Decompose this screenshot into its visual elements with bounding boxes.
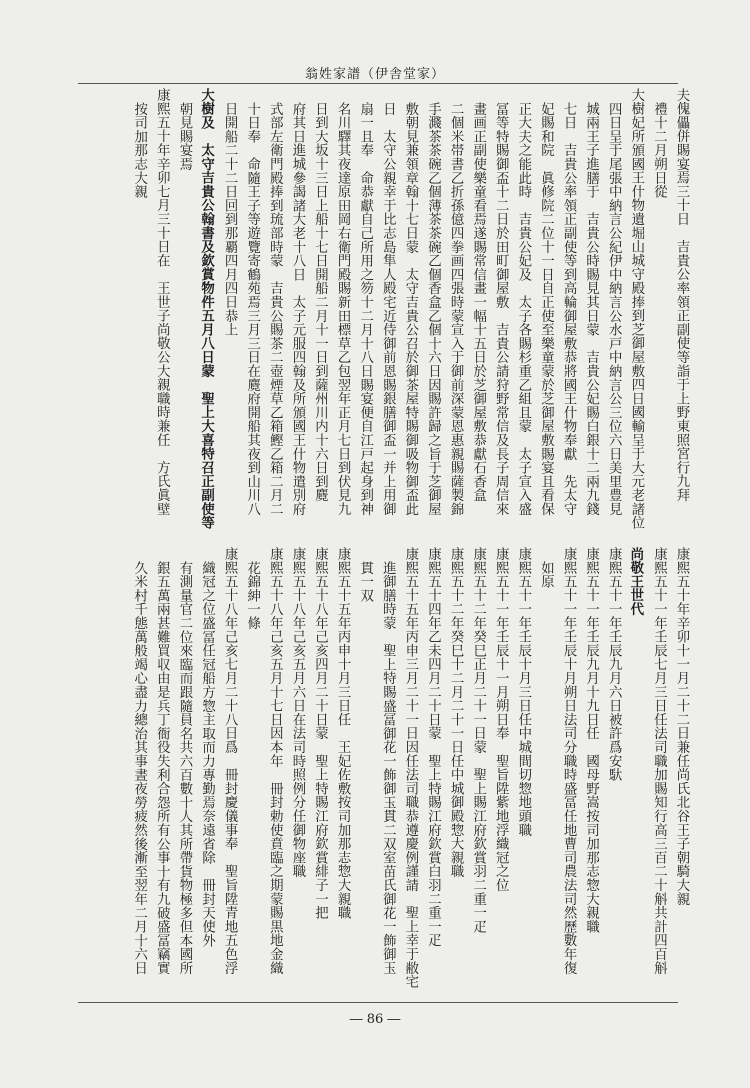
text-column: 大樹妃所頒國王什物遺堀山城守殿捧到芝御屋敷四日國輸呈于大元老諸位	[628, 88, 644, 530]
text-column: 七日 吉貴公率領正副使等到高輪御屋敷恭將國王什物奉獻 先太守	[561, 102, 577, 516]
text-column: 禮十二月朔日從	[651, 102, 667, 199]
text-column: 貫一双	[357, 561, 373, 603]
text-column: 夫傀儡併賜宴焉三十日 吉貴公率領正副使等詣于上野東照宮行九拜	[674, 88, 689, 502]
page-header-title: 翁姓家譜（伊舎堂家）	[304, 67, 445, 82]
text-column: 康熙五十一年壬辰九月十九日任 國母野嵩按司加那志惣大親職	[583, 547, 599, 934]
header-rule	[78, 83, 678, 84]
text-column: 城兩王子進膳于 吉貴公時賜見其日蒙 吉貴公妃賜白銀十二兩九錢	[583, 102, 599, 516]
text-column: 十日奉 命隨王子等遊覽寄鶴苑焉三月三日在麑府開船其夜到山川八	[244, 102, 260, 516]
text-column: 二個米帯書乙折孫億四拳画四張時蒙宣入于御前深蒙恩惠親賜薩製錦	[448, 102, 464, 516]
text-column: 正大夫之能此時 吉貴公妃及 太子各賜杉重乙組且蒙 太子宣入盛	[515, 102, 531, 516]
text-column: 妃賜和院 眞修院二位十一日自正使至樂童蒙於芝御屋敷賜宴且看保	[538, 102, 554, 516]
text-column: 冨等特賜御盃十二日於田町御屋敷 吉貴公請狩野常信及長子周信來	[493, 102, 509, 516]
text-column: 尚敬王世代	[627, 547, 644, 616]
text-column: 有測量官二位來臨而跟隨員名共六百數十人其所帶貨物極多但本國所	[176, 561, 192, 975]
page-number: ― 86 ―	[349, 1012, 401, 1027]
text-column: 式部左衛門殿捧到琉部時蒙 吉貴公賜茶二壺煙草乙箱鰹乙箱二月二	[267, 102, 283, 516]
text-column: 康熙五十一年壬辰九月六日被許爲安馱	[606, 547, 622, 782]
text-column: 康熙五十四年乙未四月二十日蒙 聖上特賜江府欽賞白羽二重一疋	[425, 547, 441, 948]
text-column: 日到大坂十三日上船十七日開船二月十一日到薩州川内十六日到麑	[312, 102, 328, 503]
text-column: 康熙五十一年壬辰七月三日任法司職加賜知行高三百二十斛共計四百斛	[651, 547, 667, 975]
text-column: 康熙五十八年己亥五月十七日因本年 冊封勅使賁臨之期蒙賜黒地金織	[267, 547, 283, 975]
text-column: 日開船二十二日回到那覇四月四日恭上	[222, 102, 238, 337]
text-column: 銀五萬兩甚難買収由是兵丁衙役失利合怨所有公事十有九破盛冨竊實	[154, 561, 170, 975]
text-column: 府其日進城參謁諸大老十八日 太子元服四翰及所頒國王什物遣別府	[289, 102, 305, 516]
text-column: 手濺茶茶碗乙個薄茶茶碗乙個香盒乙個十六日因賜許歸之旨于芝御屋	[425, 102, 441, 516]
text-column: 康熙五十八年己亥七月二十八日爲 冊封慶儀事奉 聖旨陞青地五色浮	[222, 547, 238, 975]
text-column: 朝見賜宴焉	[176, 102, 192, 171]
text-column: 久米村千態萬般竭心盡力總治其事晝夜勞疲然後漸至翌年二月十六日	[131, 561, 147, 975]
text-column: 畫画正副使樂童看焉遂賜常信畫一幅十五日於芝御屋敷恭獻石香盒	[470, 102, 486, 503]
text-column: 按司加那志大親	[131, 102, 147, 199]
text-column: 康熙五十五年丙申十月三日任 王妃佐敷按司加那志惣大親職	[335, 547, 351, 920]
text-column: 敷朝見兼領章翰十七日蒙 太守吉貴公召於御茶屋特賜御吸物御盃此	[402, 102, 418, 516]
footer-rule	[78, 1002, 678, 1003]
text-column: 康熙五十二年癸巳十二月二十一日任中城御殿惣大親職	[448, 547, 464, 879]
text-column: 如原	[538, 561, 554, 589]
text-column: 康熙五十一年壬辰十一月朔日奉 聖旨陞紫地浮織冠之位	[493, 547, 509, 892]
text-column: 康熙五十八年己亥五月六日在法司時照例分任御物座職	[289, 547, 305, 879]
text-column: 康熙五十八年己亥四月二十日蒙 聖上特賜江府欽賞緋子一把	[312, 547, 328, 920]
text-column: 四日呈于尾張中納言公紀伊中納言公水戸中納言公三位六日美里豊見	[606, 102, 622, 516]
text-column: 康熙五十一年壬辰十月三日任中城間切惣地頭職	[515, 547, 531, 837]
text-column: 康熙五十年辛卯七月三十日在 王世子尚敬公大親職時兼任 方氏眞壁	[154, 88, 170, 516]
lower-columns	[82, 547, 692, 993]
text-column: 進御膳時蒙 聖上特賜盛冨御花一飾御玉貫二双室苗氏御花一飾御玉	[380, 561, 396, 975]
text-column: 織冠之位盛冨任冠船方惣主取而力專勤焉奈遠省除 冊封天使外	[199, 561, 215, 948]
text-column: 康熙五十五年丙申三月二十一日因任法司職恭遵慶例謹請 聖上幸于敝宅	[402, 547, 418, 989]
text-column: 名川驛其夜達原田岡右衛門殿賜新田標草乙包翌年正月七日到伏見九	[335, 102, 351, 516]
text-column: 扇一且奉 命恭獻自己所用之笏十二月十八日賜宴便自江戸起身到神	[357, 102, 373, 516]
text-column: 康熙五十年辛卯十一月二十二日兼任尚氏北谷王子朝騎大親	[674, 547, 689, 906]
text-column: 花錦紳一條	[244, 561, 260, 630]
text-column: 日 太守公親幸于比志島隼人殿宅近侍御前恩賜銀膳御盃一并上用御	[380, 102, 396, 516]
text-column: 康熙五十二年癸巳正月二十一日蒙 聖上賜江府欽賞羽二重一疋	[470, 547, 486, 934]
lower-text-block	[82, 547, 692, 993]
text-column: 大樹及 太守吉貴公翰書及欽賞物件五月八日蒙 聖上大喜特召正副使等	[198, 88, 215, 530]
text-column: 康熙五十一年壬辰十月朔日法司分職時盛冨任地曹司農法司然歷數年復	[561, 547, 577, 975]
